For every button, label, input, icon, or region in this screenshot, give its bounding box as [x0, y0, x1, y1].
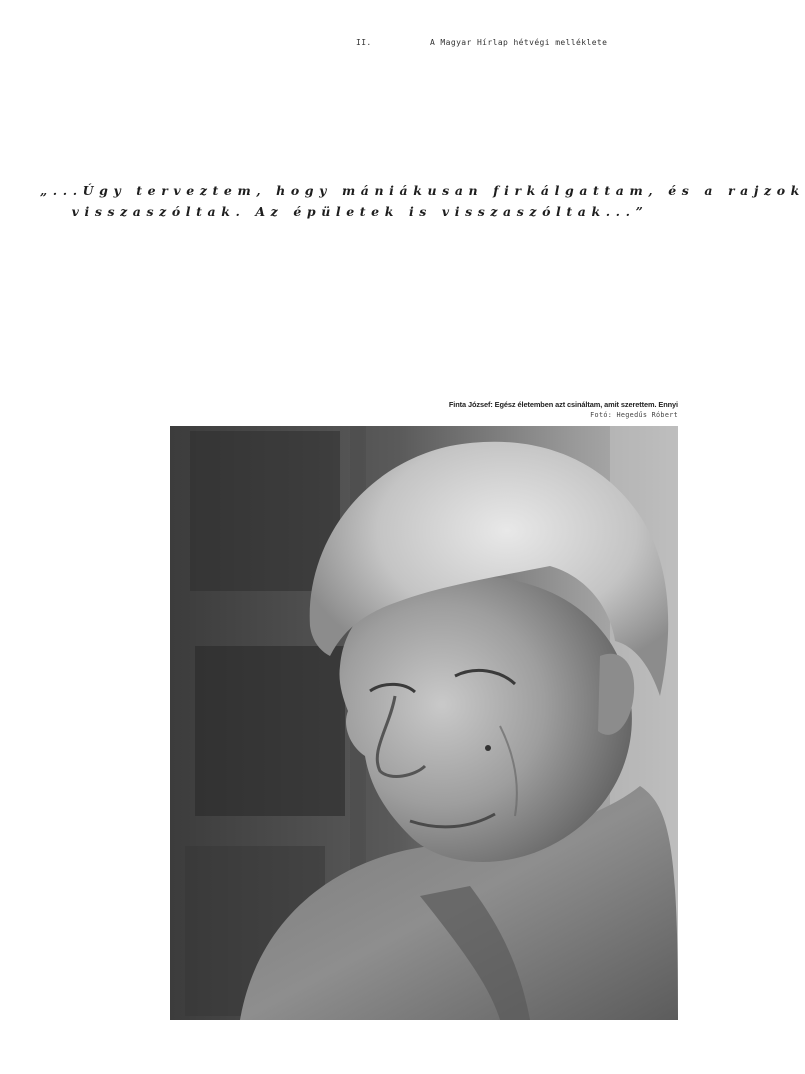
page-number: II.	[356, 38, 372, 47]
photo-caption: Finta József: Egész életemben azt csináltam, amit szerettem. Ennyi	[448, 400, 678, 409]
supplement-title: A Magyar Hírlap hétvégi melléklete	[430, 38, 608, 47]
pull-quote-line-1: „...Úgy terveztem, hogy mániákusan firkálgattam, és a rajzok	[40, 183, 805, 198]
pull-quote-line-2: visszaszóltak. Az épületek is visszaszóltak...”	[71, 204, 649, 219]
pull-quote	[40, 180, 805, 222]
photo-caption-block	[449, 400, 678, 419]
page-header	[0, 38, 720, 52]
photo-credit: Fotó: Hegedűs Róbert	[590, 411, 678, 419]
portrait-photo	[170, 426, 678, 1020]
portrait-illustration	[170, 426, 678, 1020]
